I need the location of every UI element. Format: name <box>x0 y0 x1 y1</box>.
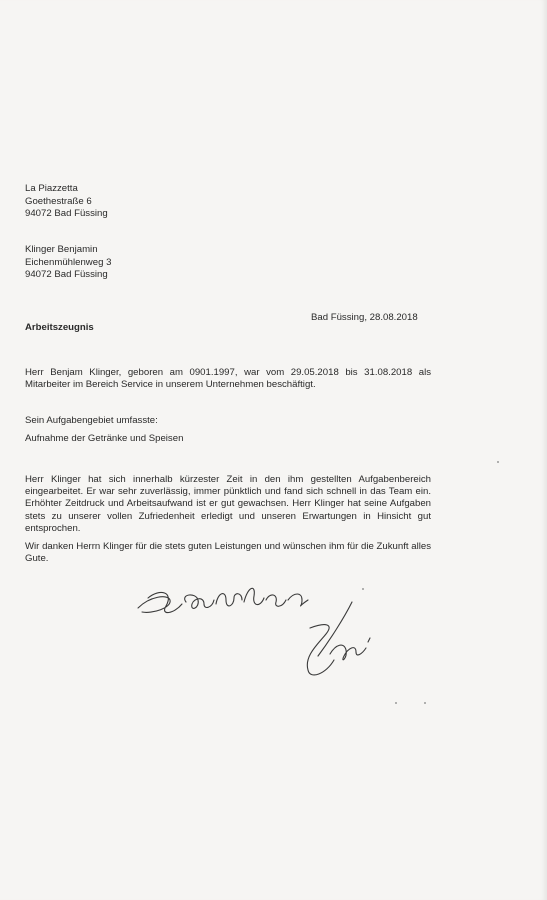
signature-image <box>130 578 400 698</box>
sender-address <box>25 183 108 221</box>
scan-speck <box>362 588 364 590</box>
scan-speck <box>395 702 397 704</box>
sender-city: 94072 Bad Füssing <box>25 208 108 220</box>
scan-speck <box>497 461 499 463</box>
document-title: Arbeitszeugnis <box>25 322 94 333</box>
tasks-text: Aufnahme der Getränke und Speisen <box>25 433 184 444</box>
recipient-city: 94072 Bad Füssing <box>25 269 108 281</box>
sender-street: Goethestraße 6 <box>25 195 92 207</box>
scan-speck <box>424 702 426 704</box>
recipient-name: Klinger Benjamin <box>25 244 98 255</box>
date-line: Bad Füssing, 28.08.2018 <box>311 312 418 323</box>
sender-name: La Piazzetta <box>25 183 78 194</box>
evaluation-paragraph: Herr Klinger hat sich innerhalb kürzester Zeit in den ihm gestellten Aufgabenbereich eingearbeitet. Er war sehr zuverlässig, immer pünktlich und fand sich schnell in das Team ein. Erhöhter Zeitdruck und Arbeitsaufwand ist er gut gewachsen. Herr Klinger hat seine Aufgaben stets zu unserer vollen Zufriedenheit erledigt und unseren Erwartungen in Hinsicht gut entsprochen. <box>25 474 431 534</box>
intro-paragraph: Herr Benjam Klinger, geboren am 0901.1997, war vom 29.05.2018 bis 31.08.2018 als Mitarbeiter im Bereich Service in unserem Unternehmen beschäftigt. <box>25 367 431 391</box>
recipient-address <box>25 244 111 282</box>
closing-paragraph: Wir danken Herrn Klinger für die stets guten Leistungen und wünschen ihm für die Zukunft alles Gute. <box>25 541 431 565</box>
tasks-heading: Sein Aufgabengebiet umfasste: <box>25 415 158 426</box>
recipient-street: Eichenmühlenweg 3 <box>25 256 112 268</box>
